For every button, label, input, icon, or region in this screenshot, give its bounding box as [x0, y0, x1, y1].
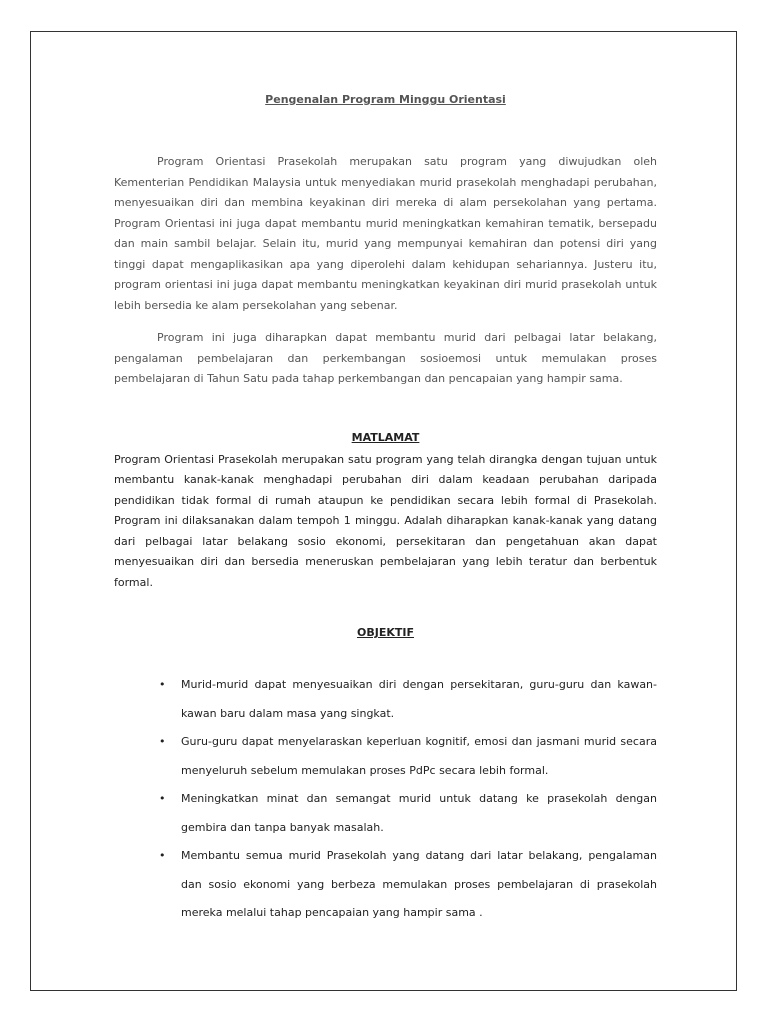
- objektif-item: [159, 842, 657, 928]
- objektif-item-text: Guru-guru dapat menyelaraskan keperluan kognitif, emosi dan jasmani murid secara menyeluruh sebelum memulakan proses PdPc secara lebih formal.: [181, 735, 657, 777]
- objektif-item-text: Meningkatkan minat dan semangat murid untuk datang ke prasekolah dengan gembira dan tanpa banyak masalah.: [181, 792, 657, 834]
- document-content: [114, 90, 657, 928]
- objektif-list: [114, 671, 657, 928]
- objektif-item: [159, 785, 657, 842]
- document-page: [30, 31, 737, 991]
- objektif-item-text: Murid-murid dapat menyesuaikan diri dengan persekitaran, guru-guru dan kawan-kawan baru dalam masa yang singkat.: [181, 678, 657, 720]
- matlamat-heading: MATLAMAT: [351, 430, 420, 444]
- bullet-icon: •: [159, 849, 166, 862]
- bullet-icon: •: [159, 678, 166, 691]
- bullet-icon: •: [159, 792, 166, 805]
- matlamat-text: Program Orientasi Prasekolah merupakan satu program yang telah dirangka dengan tujuan untuk membantu kanak-kanak menghadapi perubahan diri dalam keadaan perubahan daripada pendidikan tidak formal di rumah ataupun ke pendidikan secara lebih formal di Prasekolah. Program ini dilaksanakan dalam tempoh 1 minggu. Adalah diharapkan kanak-kanak yang datang dari pelbagai latar belakang sosio ekonomi, persekitaran dan pengetahuan akan dapat menyesuaikan diri dan bersedia meneruskan pembelajaran yang lebih teratur dan berbentuk formal.: [114, 452, 657, 589]
- objektif-item-text: Membantu semua murid Prasekolah yang datang dari latar belakang, pengalaman dan sosio ekonomi yang berbeza memulakan proses pembelajaran di prasekolah mereka melalui tahap pencapaian yang hampir sama .: [181, 849, 657, 919]
- objektif-item: [159, 671, 657, 728]
- intro-paragraph-1: Program Orientasi Prasekolah merupakan satu program yang diwujudkan oleh Kementerian Pendidikan Malaysia untuk menyediakan murid prasekolah menghadapi perubahan, menyesuaikan diri dan membina keyakinan diri mereka di alam persekolahan yang pertama. Program Orientasi ini juga dapat membantu murid meningkatkan kemahiran tematik, bersepadu dan main sambil belajar. Selain itu, murid yang mempunyai kemahiran dan potensi diri yang tinggi dapat mengaplikasikan apa yang diperolehi dalam kehidupan sehariannya. Justeru itu, program orientasi ini juga dapat membantu meningkatkan keyakinan diri murid prasekolah untuk lebih bersedia ke alam persekolahan yang sebenar.: [114, 155, 657, 312]
- objektif-item: [159, 728, 657, 785]
- objektif-heading: OBJEKTIF: [357, 626, 414, 639]
- bullet-icon: •: [159, 735, 166, 748]
- document-title: Pengenalan Program Minggu Orientasi: [265, 93, 506, 106]
- intro-paragraph-2: Program ini juga diharapkan dapat membantu murid dari pelbagai latar belakang, pengalaman pembelajaran dan perkembangan sosioemosi untuk memulakan proses pembelajaran di Tahun Satu pada tahap perkembangan dan pencapaian yang hampir sama.: [114, 331, 657, 385]
